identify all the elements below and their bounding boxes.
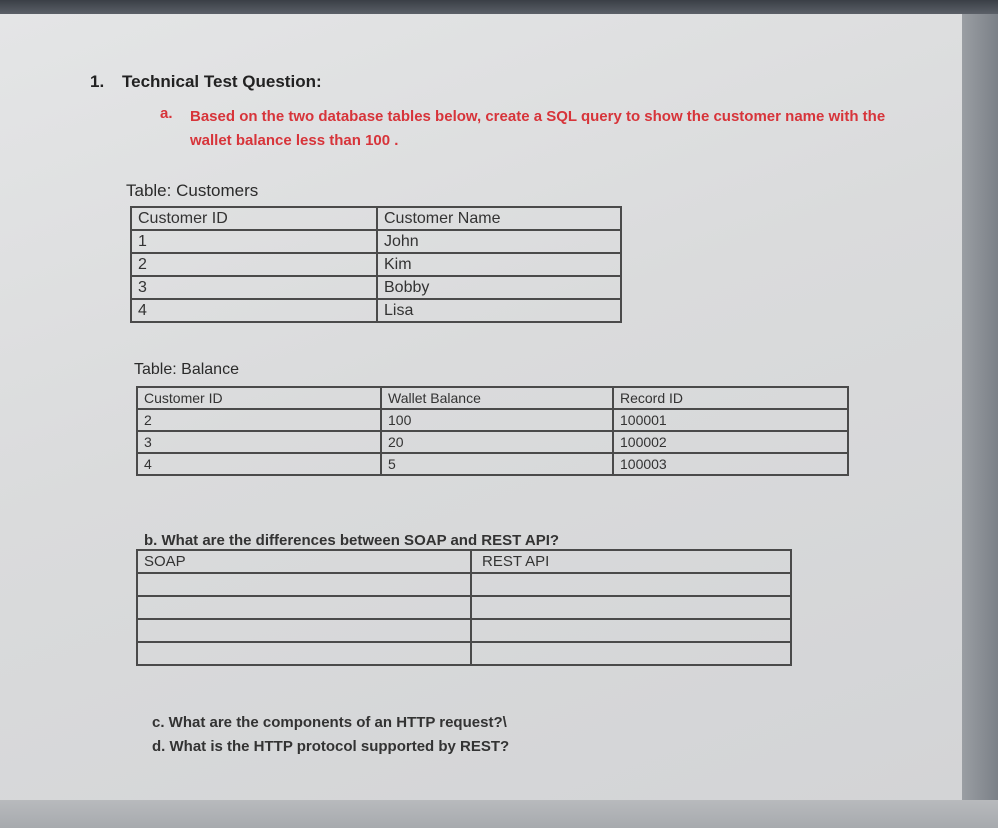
table-row bbox=[131, 276, 621, 299]
table-row bbox=[137, 596, 791, 619]
table-row bbox=[137, 409, 848, 431]
table-row bbox=[137, 573, 791, 596]
table-cell bbox=[471, 642, 791, 665]
table-cell: 100002 bbox=[613, 431, 848, 453]
table-cell: 4 bbox=[137, 453, 381, 475]
table-cell: 3 bbox=[137, 431, 381, 453]
question-title: Technical Test Question: bbox=[122, 72, 322, 91]
top-bezel bbox=[0, 0, 998, 14]
table-row bbox=[137, 619, 791, 642]
table-cell bbox=[137, 642, 471, 665]
balance-table bbox=[136, 386, 849, 476]
table-row bbox=[137, 431, 848, 453]
table-cell: Bobby bbox=[377, 276, 621, 299]
part-d-question: d. What is the HTTP protocol supported by REST? bbox=[152, 738, 510, 755]
table-cell: Kim bbox=[377, 253, 621, 276]
table-cell: 20 bbox=[381, 431, 613, 453]
table-cell: 2 bbox=[137, 409, 381, 431]
table-cell bbox=[471, 596, 791, 619]
table-header-row bbox=[131, 207, 621, 230]
table-cell: 2 bbox=[131, 253, 377, 276]
header-cell: Record ID bbox=[613, 387, 848, 409]
header-cell: Customer ID bbox=[137, 387, 381, 409]
table-row bbox=[137, 642, 791, 665]
table-cell: 100003 bbox=[613, 453, 848, 475]
part-a-label: a. bbox=[160, 105, 173, 122]
header-cell: REST API bbox=[471, 550, 791, 573]
part-c-question: c. What are the components of an HTTP request?\ bbox=[152, 714, 507, 731]
table-cell: 100 bbox=[381, 409, 613, 431]
table-cell bbox=[471, 573, 791, 596]
table-cell bbox=[137, 619, 471, 642]
soap-rest-table bbox=[136, 549, 792, 666]
table-header-row bbox=[137, 550, 791, 573]
table-cell bbox=[137, 573, 471, 596]
part-b-question: b. What are the differences between SOAP and REST API? bbox=[144, 532, 560, 549]
part-a-text: Based on the two database tables below, create a SQL query to show the customer name with the wallet balance less than 100 . bbox=[190, 108, 886, 149]
table-cell: Lisa bbox=[377, 299, 621, 322]
header-cell: SOAP bbox=[137, 550, 471, 573]
bottom-bezel bbox=[0, 800, 998, 828]
table-cell: 100001 bbox=[613, 409, 848, 431]
customers-table-caption: Table: Customers bbox=[126, 181, 259, 200]
table-cell: 4 bbox=[131, 299, 377, 322]
right-bezel bbox=[962, 14, 998, 800]
table-row bbox=[131, 299, 621, 322]
balance-table-caption: Table: Balance bbox=[134, 361, 239, 378]
table-cell: 1 bbox=[131, 230, 377, 253]
table-cell bbox=[471, 619, 791, 642]
header-cell: Customer Name bbox=[377, 207, 621, 230]
table-header-row bbox=[137, 387, 848, 409]
table-cell: 3 bbox=[131, 276, 377, 299]
header-cell: Wallet Balance bbox=[381, 387, 613, 409]
table-cell bbox=[137, 596, 471, 619]
table-cell: John bbox=[377, 230, 621, 253]
header-cell: Customer ID bbox=[131, 207, 377, 230]
table-row bbox=[131, 230, 621, 253]
table-row bbox=[137, 453, 848, 475]
customers-table bbox=[130, 206, 622, 323]
table-row bbox=[131, 253, 621, 276]
table-cell: 5 bbox=[381, 453, 613, 475]
question-number: 1. bbox=[90, 72, 105, 91]
